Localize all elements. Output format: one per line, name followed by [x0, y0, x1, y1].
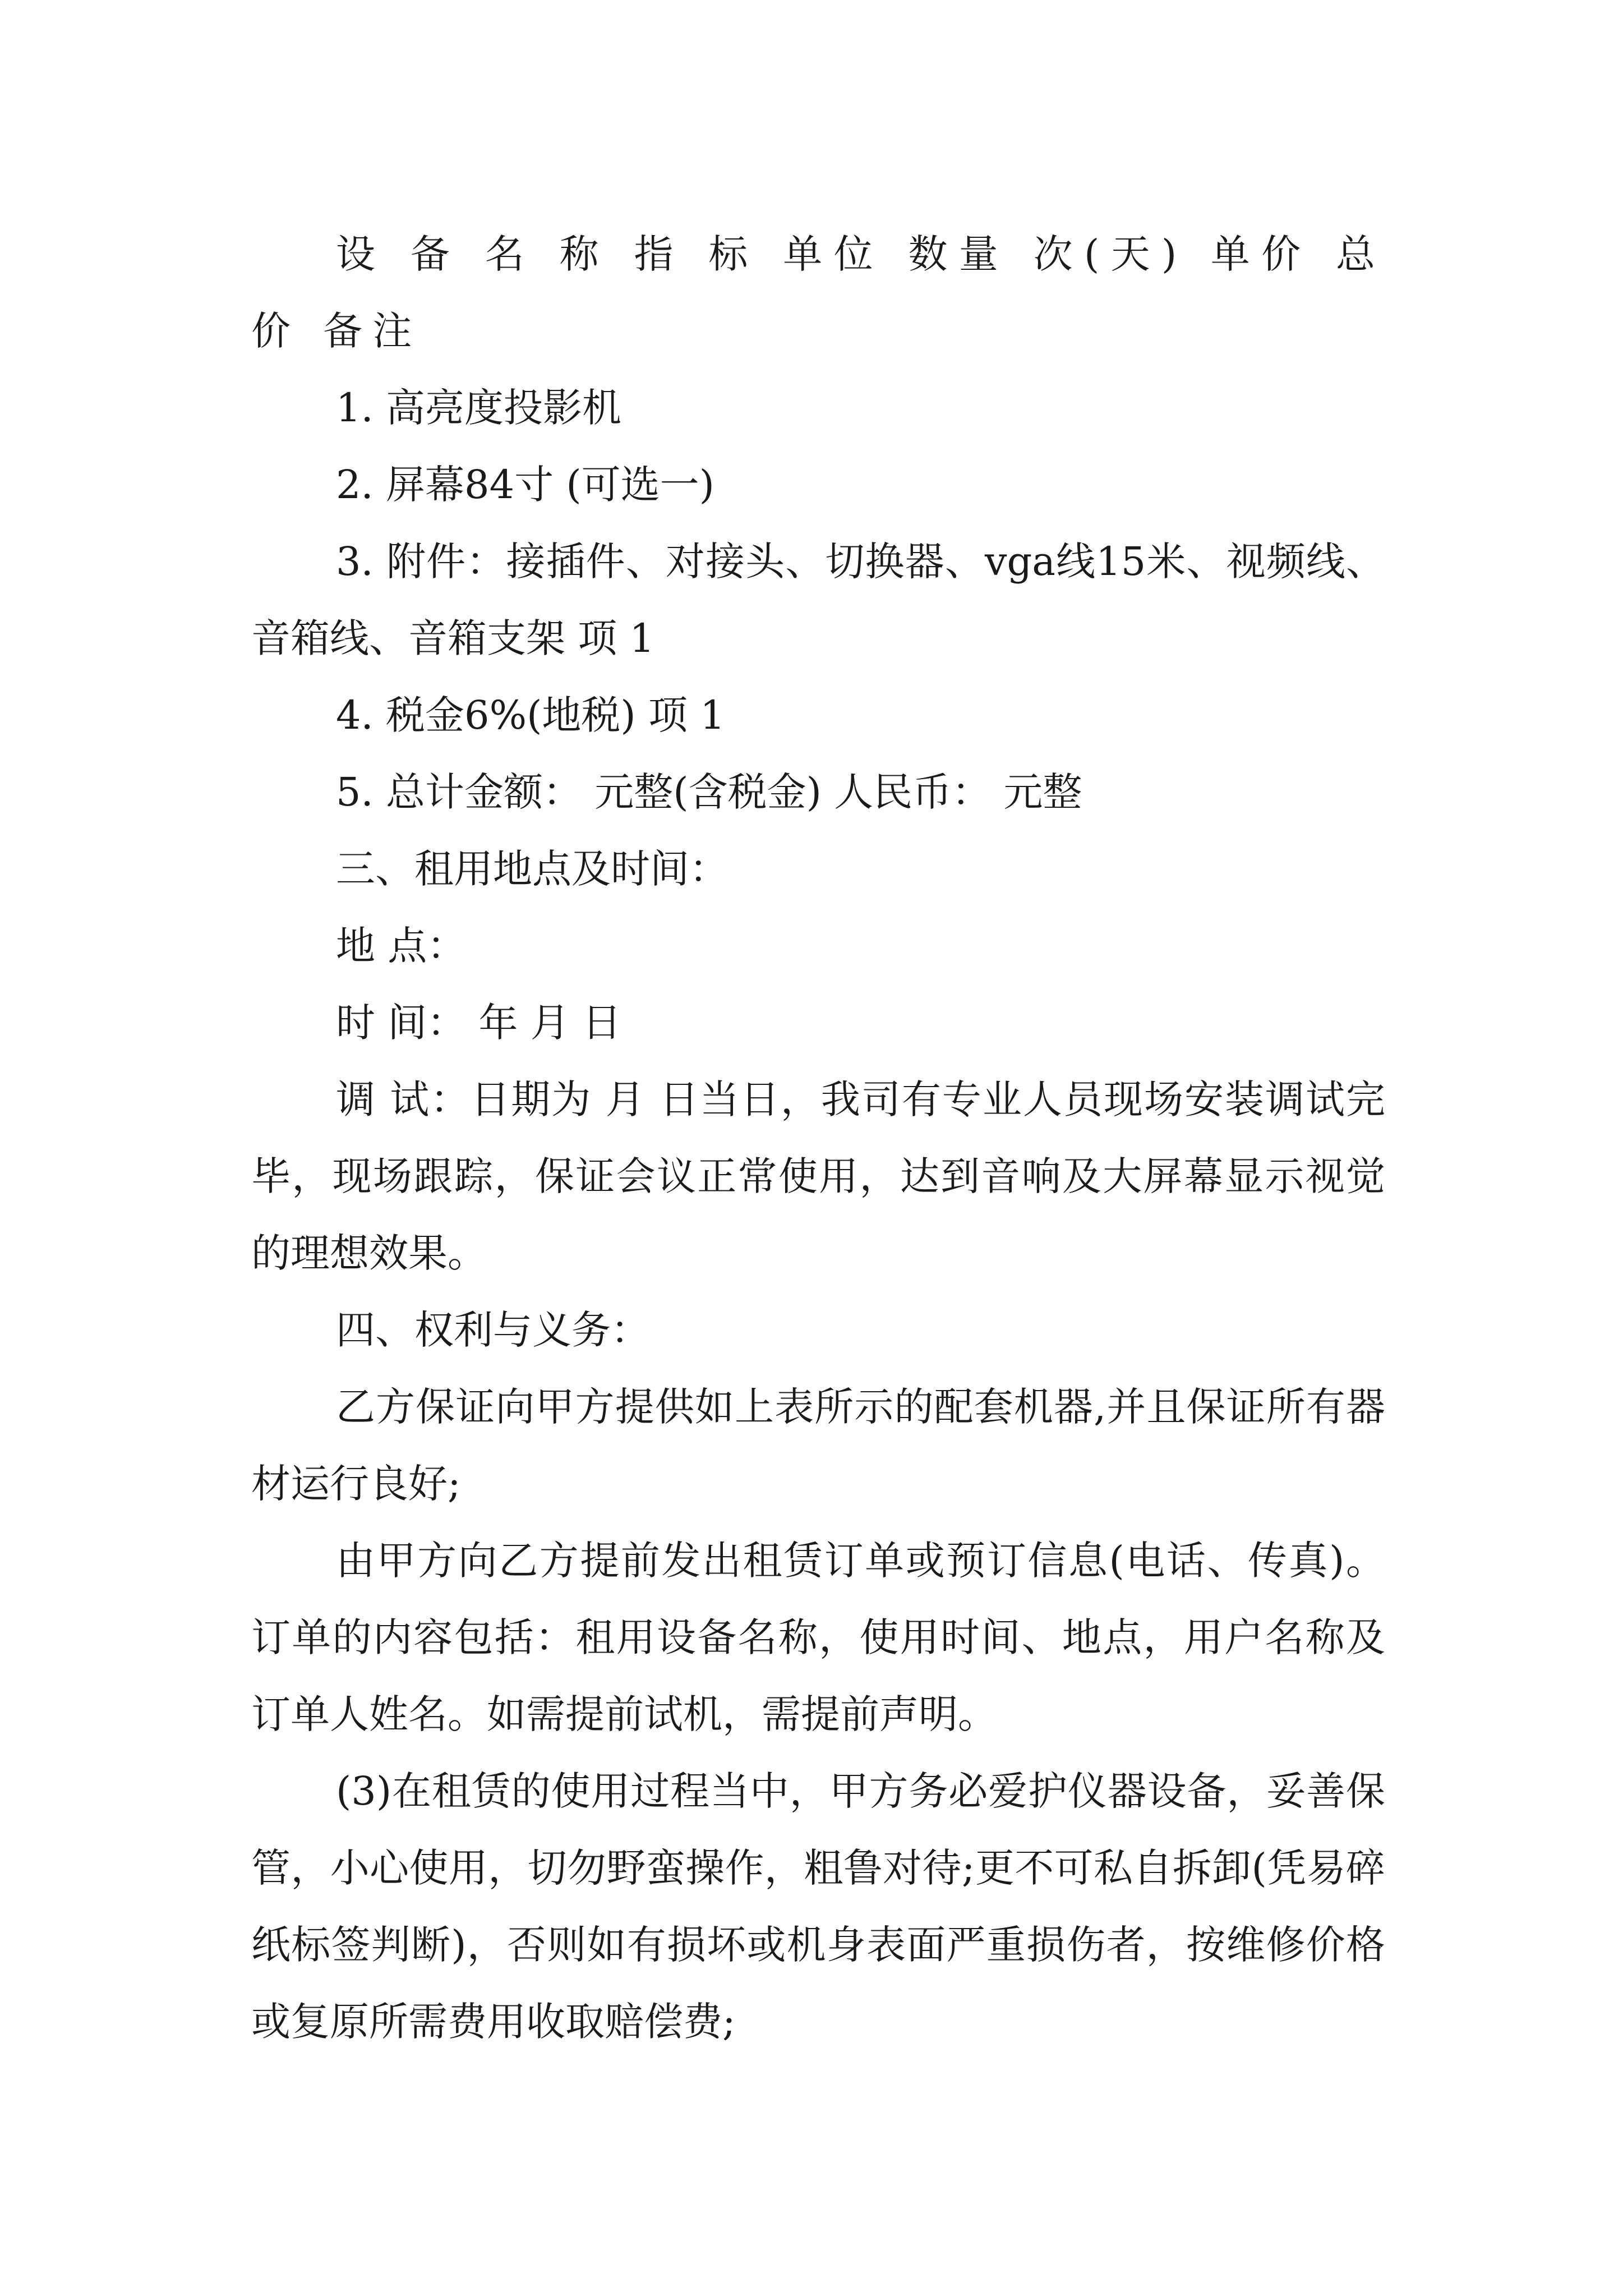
- item-tax: 4. 税金6%(地税) 项 1: [336, 692, 725, 738]
- debugging-paragraph: 调 试：日期为 月 日当日，我司有专业人员现场安装调试完毕，现场跟踪，保证会议正常使用，达到音响及大屏幕显示视觉的理想效果。: [251, 1076, 1385, 1276]
- section-heading-location-time: 三、租用地点及时间：: [336, 846, 728, 892]
- document-body: [251, 216, 1385, 2060]
- location-line: 地 点：: [336, 923, 467, 969]
- obligation-paragraph-3: (3)在租赁的使用过程当中，甲方务必爱护仪器设备，妥善保管，小心使用，切勿野蛮操作，粗鲁对待;更不可私自拆卸(凭易碎纸标签判断)，否则如有损坏或机身表面严重损伤者，按维修价格或复原所需费用收取赔偿费;: [251, 1768, 1385, 2045]
- section-heading-rights-obligations: 四、权利与义务：: [336, 1307, 650, 1353]
- time-line: 时 间： 年 月 日: [336, 1000, 622, 1046]
- item-projector: 1. 高亮度投影机: [336, 385, 622, 431]
- equipment-table-header: 设 备 名 称 指 标 单位 数量 次(天) 单价 总价 备注: [251, 231, 1385, 354]
- item-accessories: 3. 附件：接插件、对接头、切换器、vga线15米、视频线、音箱线、音箱支架 项 1: [251, 539, 1385, 661]
- item-screen: 2. 屏幕84寸 (可选一): [336, 462, 714, 508]
- item-total-amount: 5. 总计金额： 元整(含税金) 人民币： 元整: [336, 769, 1082, 815]
- obligation-paragraph-1: 乙方保证向甲方提供如上表所示的配套机器,并且保证所有器材运行良好;: [251, 1384, 1385, 1507]
- obligation-paragraph-2: 由甲方向乙方提前发出租赁订单或预订信息(电话、传真)。订单的内容包括：租用设备名称，使用时间、地点，用户名称及订单人姓名。如需提前试机，需提前声明。: [251, 1538, 1385, 1737]
